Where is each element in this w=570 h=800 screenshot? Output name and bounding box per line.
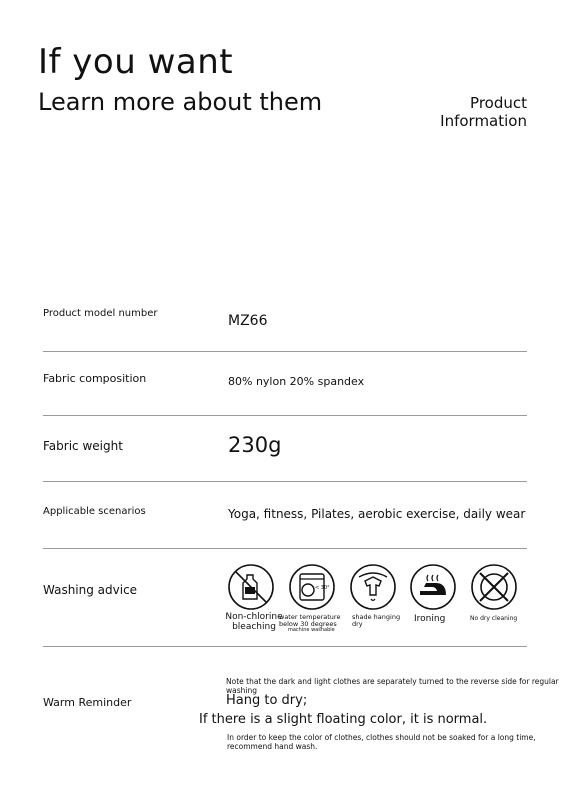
weight-label: Fabric weight	[43, 439, 123, 453]
ironing-caption: Ironing	[414, 614, 446, 624]
washing-label: Washing advice	[43, 583, 138, 597]
product-information-heading	[440, 94, 527, 130]
fabric-value: 80% nylon 20% spandex	[228, 375, 365, 388]
bleach-bottle-icon	[227, 563, 275, 611]
reminder-note-2: In order to keep the color of clothes, clothes should not be soaked for a long time, recommend hand wash.	[227, 733, 536, 751]
divider	[43, 548, 527, 549]
product-information-line2: Information	[440, 112, 527, 130]
iron-icon	[409, 563, 457, 611]
no-dry-clean-icon	[470, 563, 518, 611]
page-title: If you want	[38, 42, 234, 82]
weight-value: 230g	[228, 433, 282, 457]
scenarios-value: Yoga, fitness, Pilates, aerobic exercise, daily wear	[228, 507, 526, 521]
no-dry-cleaning-caption: No dry cleaning	[470, 615, 518, 622]
temperature-label: < 30°	[315, 585, 330, 591]
bleach-caption: Non-chlorine bleaching	[225, 612, 283, 632]
fabric-label: Fabric composition	[43, 372, 147, 385]
model-value: MZ66	[228, 313, 268, 329]
washing-machine-icon	[288, 563, 336, 611]
reminder-label: Warm Reminder	[43, 696, 132, 709]
divider	[43, 351, 527, 352]
model-label: Product model number	[43, 308, 158, 319]
reminder-line-2: If there is a slight floating color, it is normal.	[199, 712, 488, 727]
scenarios-label: Applicable scenarios	[43, 506, 146, 517]
shade-dry-caption: shade hanging dry	[352, 613, 401, 628]
divider	[43, 481, 527, 482]
machine-washable-caption: machine washable	[288, 627, 335, 633]
temperature-caption: water temperature below 30 degrees	[279, 613, 341, 628]
divider	[43, 415, 527, 416]
reminder-note-1: Note that the dark and light clothes are separately turned to the reverse side for regular washing	[226, 677, 559, 695]
page-subtitle: Learn more about them	[38, 88, 323, 116]
reminder-line-1: Hang to dry;	[226, 693, 308, 708]
product-information-line1: Product	[470, 94, 527, 112]
shade-dry-icon	[349, 563, 397, 611]
divider	[43, 646, 527, 647]
